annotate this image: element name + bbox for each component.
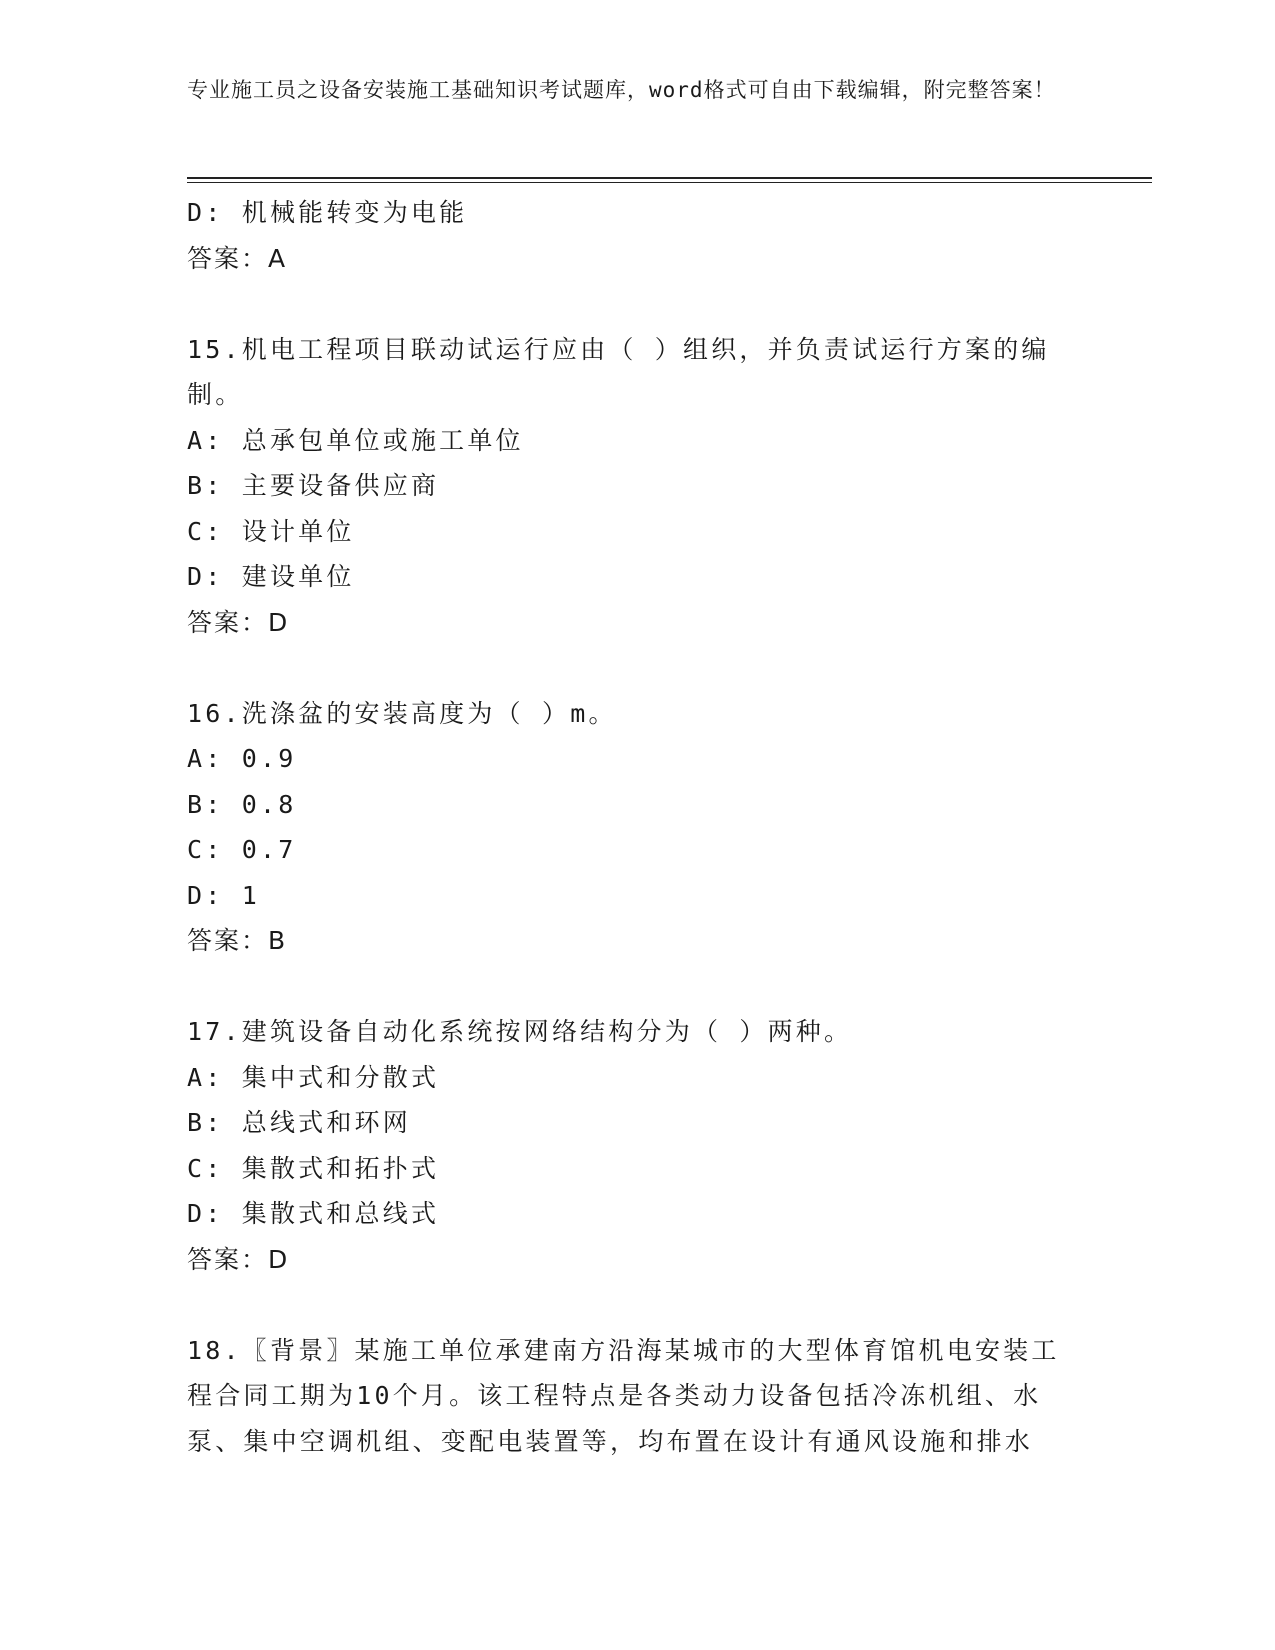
option-b: B: 主要设备供应商 [187, 471, 440, 500]
carryover-answer: 答案：A [187, 243, 288, 273]
header-divider-thick [187, 177, 1152, 179]
answer: 答案：B [187, 926, 288, 955]
option-a: A: 0.9 [187, 744, 297, 773]
question-stem: 16.洗涤盆的安装高度为（ ）m。 [187, 698, 617, 728]
question-18 [187, 1328, 1087, 1465]
header-divider-thin [187, 182, 1152, 183]
option-d: D: 建设单位 [187, 562, 355, 591]
question-15 [187, 327, 1087, 646]
option-c: C: 0.7 [187, 835, 297, 864]
option-a: A: 集中式和分散式 [187, 1062, 440, 1092]
option-b: B: 总线式和环网 [187, 1108, 411, 1137]
option-c: C: 集散式和拓扑式 [187, 1153, 440, 1183]
answer: 答案：D [187, 607, 290, 637]
page-header: 专业施工员之设备安装施工基础知识考试题库，word格式可自由下载编辑，附完整答案！ [187, 78, 1056, 102]
carryover-option-d: D: 机械能转变为电能 [187, 198, 468, 227]
option-d: D: 1 [187, 880, 261, 910]
answer: 答案：D [187, 1244, 290, 1274]
question-stem: 15.机电工程项目联动试运行应由（ ）组织，并负责试运行方案的编制。 [187, 334, 1050, 409]
question-17 [187, 1009, 1087, 1282]
option-d: D: 集散式和总线式 [187, 1199, 440, 1228]
option-c: C: 设计单位 [187, 516, 355, 546]
option-a: A: 总承包单位或施工单位 [187, 425, 524, 455]
document-body [187, 190, 1087, 1464]
option-b: B: 0.8 [187, 789, 297, 819]
question-16 [187, 691, 1087, 964]
question-stem: 17.建筑设备自动化系统按网络结构分为（ ）两种。 [187, 1017, 853, 1046]
question-stem: 18.〖背景〗某施工单位承建南方沿海某城市的大型体育馆机电安装工程合同工期为10个月。该工程特点是各类动力设备包括冷冻机组、水泵、集中空调机组、变配电装置等，均布置在设计有通风设施和排水 [187, 1335, 1060, 1456]
